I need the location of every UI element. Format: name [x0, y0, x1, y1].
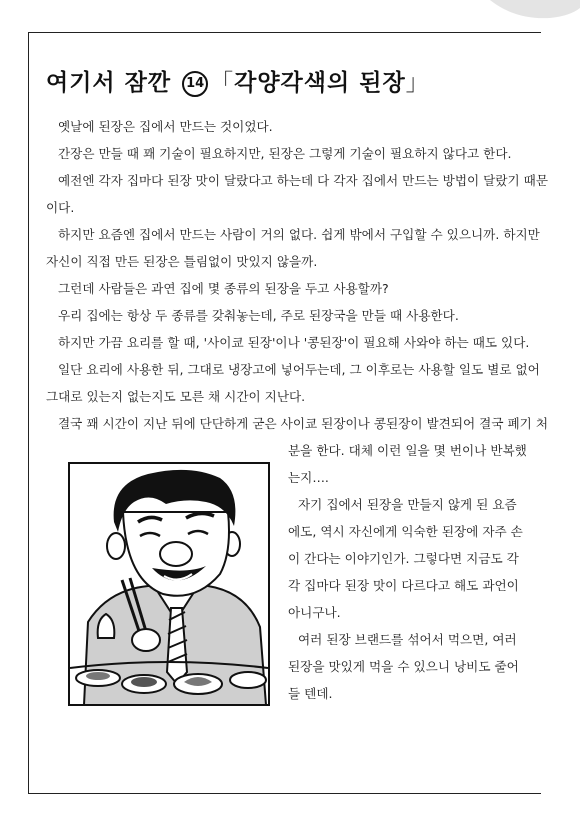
- body-line: 옛날에 된장은 집에서 만드는 것이었다.: [58, 119, 273, 134]
- title-number-circle: 14: [182, 71, 208, 97]
- body-line: 각 집마다 된장 맛이 다르다고 해도 과언이: [288, 578, 519, 593]
- body-line: 자기 집에서 된장을 만들지 않게 된 요즘: [298, 497, 517, 512]
- man-eating-illustration: [68, 462, 270, 706]
- body-line: 된장을 맛있게 먹을 수 있으니 낭비도 줄어: [288, 659, 519, 674]
- section-title: [46, 64, 430, 97]
- body-line: 여러 된장 브랜드를 섞어서 먹으면, 여러: [298, 632, 517, 647]
- title-close-quote: 」: [405, 70, 430, 96]
- title-open-quote: 「: [210, 70, 235, 96]
- title-prefix: 여기서 잠깐: [46, 70, 172, 96]
- body-line: 자신이 직접 만든 된장은 틀림없이 맛있지 않을까.: [46, 254, 318, 269]
- body-line: 하지만 가끔 요리를 할 때, '사이쿄 된장'이나 '콩된장'이 필요해 사와야 하는 때도 있다.: [58, 335, 530, 350]
- corner-decoration: [480, 0, 580, 22]
- body-line: 들 텐데.: [288, 686, 333, 701]
- body-line: 간장은 만들 때 꽤 기술이 필요하지만, 된장은 그렇게 기술이 필요하지 않다고 한다.: [58, 146, 512, 161]
- body-line: 그대로 있는지 없는지도 모른 채 시간이 지난다.: [46, 389, 306, 404]
- title-text: 각양각색의 된장: [234, 70, 406, 96]
- body-line: 는지….: [288, 470, 329, 485]
- body-line: 우리 집에는 항상 두 종류를 갖춰놓는데, 주로 된장국을 만들 때 사용한다.: [58, 308, 459, 323]
- body-line: 에도, 역시 자신에게 익숙한 된장에 자주 손: [288, 524, 523, 539]
- body-line: 일단 요리에 사용한 뒤, 그대로 냉장고에 넣어두는데, 그 이후로는 사용할 일도 별로 없어: [58, 362, 540, 377]
- body-line: 분을 한다. 대체 이런 일을 몇 번이나 반복했: [288, 443, 527, 458]
- body-line: 아니구나.: [288, 605, 341, 620]
- body-line: 결국 꽤 시간이 지난 뒤에 단단하게 굳은 사이쿄 된장이나 콩된장이 발견되어 결국 폐기 처: [58, 416, 549, 431]
- body-line: 그런데 사람들은 과연 집에 몇 종류의 된장을 두고 사용할까?: [58, 281, 389, 296]
- body-line: 예전엔 각자 집마다 된장 맛이 달랐다고 하는데 다 각자 집에서 만드는 방법이 달랐기 때문: [58, 173, 549, 188]
- body-line: 이다.: [46, 200, 75, 215]
- body-line: 이 간다는 이야기인가. 그렇다면 지금도 각: [288, 551, 519, 566]
- body-line: 하지만 요즘엔 집에서 만드는 사람이 거의 없다. 쉽게 밖에서 구입할 수 있으니까. 하지만: [58, 227, 540, 242]
